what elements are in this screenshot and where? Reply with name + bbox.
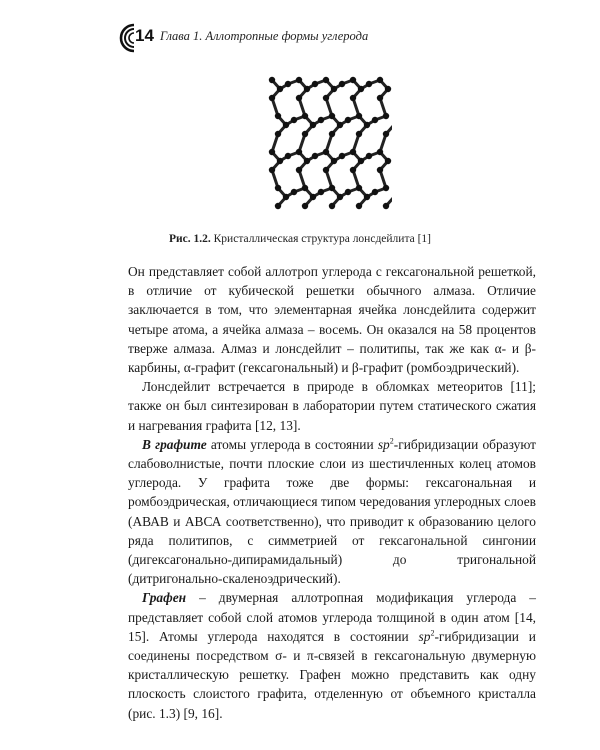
lattice-atom [339, 153, 345, 159]
lattice-atom [383, 185, 389, 191]
lattice-atom [310, 194, 316, 200]
lattice-atom [318, 117, 324, 123]
lattice-atom [277, 86, 283, 92]
lattice-atom [302, 185, 308, 191]
lattice-atom [337, 122, 343, 128]
lattice-atom [345, 189, 351, 195]
lattice-atom [350, 149, 356, 155]
lattice-atom [364, 122, 370, 128]
lattice-atom [312, 153, 318, 159]
lattice-atom [296, 77, 302, 83]
paragraph-1: Он представляет собой аллотроп углерода с гексагональной решеткой, в отличие от кубической решетки обычного алмаза. Отличие заключается в том, что элементарная ячейка лонсдейлита содержит четыре атома, а ячейка алмаза – восемь. Он оказался на 58 процентов тверже алмаза. Алмаз и лонсдейлит – политипы, так же как α- и β-карбины, α-графит (гексагональный) и β-графит (ромбоэдрический). [128, 264, 536, 376]
lattice-atom [339, 81, 345, 87]
lattice-atom [302, 113, 308, 119]
lattice-atom [296, 167, 302, 173]
lattice-atom [310, 122, 316, 128]
lattice-atom [275, 113, 281, 119]
lattice-atom [385, 86, 391, 92]
lattice-atom [337, 194, 343, 200]
lattice-atom [345, 117, 351, 123]
lattice-atom [372, 189, 378, 195]
lattice-atom [377, 167, 383, 173]
lattice-atom [304, 158, 310, 164]
lattice-atom [318, 189, 324, 195]
lattice-atom [356, 131, 362, 137]
lattice-atom [283, 194, 289, 200]
figure-caption-label: Рис. 1.2. [169, 233, 211, 245]
lattice-atom [285, 81, 291, 87]
lattice-atom [356, 185, 362, 191]
lattice-atom [329, 203, 335, 209]
body-text [128, 262, 536, 723]
lattice-atom [350, 167, 356, 173]
lattice-atom [366, 81, 372, 87]
lattice-atom [331, 158, 337, 164]
paragraph-3: В графите атомы углерода в состоянии $sp^2$-гибридизации образуют слабоволнистые, почти плоские слои из шестичленных колец атомов углерода. У графита тоже две формы: гексагональная и ромбоэдрическая, отличающиеся типом чередования углеродных слоев (АВАВ и АВСА соответственно), что приводит к образованию целого ряда политипов, с симметрией от гексагональной сингонии (дигексагонально-дипирамидальный) до тригональной (дитригонально-скаленоэдрический). [128, 436, 537, 587]
lattice-atom [285, 153, 291, 159]
page-header [118, 22, 558, 54]
lattice-atom [312, 81, 318, 87]
lattice-atom [283, 122, 289, 128]
lattice-atom [291, 189, 297, 195]
lonsdaleite-structure-figure [262, 70, 392, 225]
lattice-atom [331, 86, 337, 92]
lattice-atom [383, 113, 389, 119]
lattice-atom [275, 203, 281, 209]
paragraph-4: Графен – двумерная аллотропная модификация углерода – представляет собой слой атомов углерода толщиной в один атом [14, 15]. Атомы углерода находятся в состоянии $sp^2$-гибридизации и соединены посредством σ- и π-связей в гексагональную двумерную кристаллическую решетку. Графен можно представить как одну плоскость слоистого графита, отделенную от объемного кристалла (рис. 1.3) [9, 16]. [128, 590, 536, 721]
lattice-atom [323, 167, 329, 173]
lattice-atom [383, 131, 389, 137]
running-title: Глава 1. Аллотропные формы углерода [160, 29, 369, 43]
lattice-atom [385, 158, 391, 164]
lattice-atom [366, 153, 372, 159]
lattice-atom [275, 185, 281, 191]
lattice-atom [350, 77, 356, 83]
lattice-atom [277, 158, 283, 164]
lattice-atom [356, 203, 362, 209]
lattice-atom [291, 117, 297, 123]
figure-caption-text: Кристаллическая структура лонсдейлита [1] [210, 233, 431, 245]
lattice-atom [302, 131, 308, 137]
lattice-atom [304, 86, 310, 92]
lattice-atom [329, 131, 335, 137]
lattice-atom [358, 86, 364, 92]
lattice-atom [275, 131, 281, 137]
lattice-atom [377, 95, 383, 101]
paragraph-2: Лонсдейлит встречается в природе в обломках метеоритов [11]; также он был синтезирован в лаборатории путем статического сжатия и нагревания графита [12, 13]. [128, 379, 536, 433]
lattice-atom [377, 77, 383, 83]
lattice-atom [323, 149, 329, 155]
lattice-atom [269, 77, 275, 83]
term-graphite: В графите [142, 436, 207, 452]
lattice-atom [377, 149, 383, 155]
lattice-atom [296, 95, 302, 101]
lattice-atom [329, 185, 335, 191]
lattice-atom [372, 117, 378, 123]
lattice-atom [323, 95, 329, 101]
lattice-atom [383, 203, 389, 209]
lattice-atom [269, 149, 275, 155]
lattice-atom [296, 149, 302, 155]
lattice-atom [269, 95, 275, 101]
lattice-atom [269, 167, 275, 173]
lattice-atom [356, 113, 362, 119]
lattice-atom [323, 77, 329, 83]
page-number: 14 [135, 26, 154, 45]
figure-caption [0, 233, 600, 245]
lattice-atom [358, 158, 364, 164]
term-graphene: Графен [142, 590, 187, 606]
lattice-atom [364, 194, 370, 200]
lattice-atom [329, 113, 335, 119]
lattice-atom [350, 95, 356, 101]
lattice-atom [302, 203, 308, 209]
